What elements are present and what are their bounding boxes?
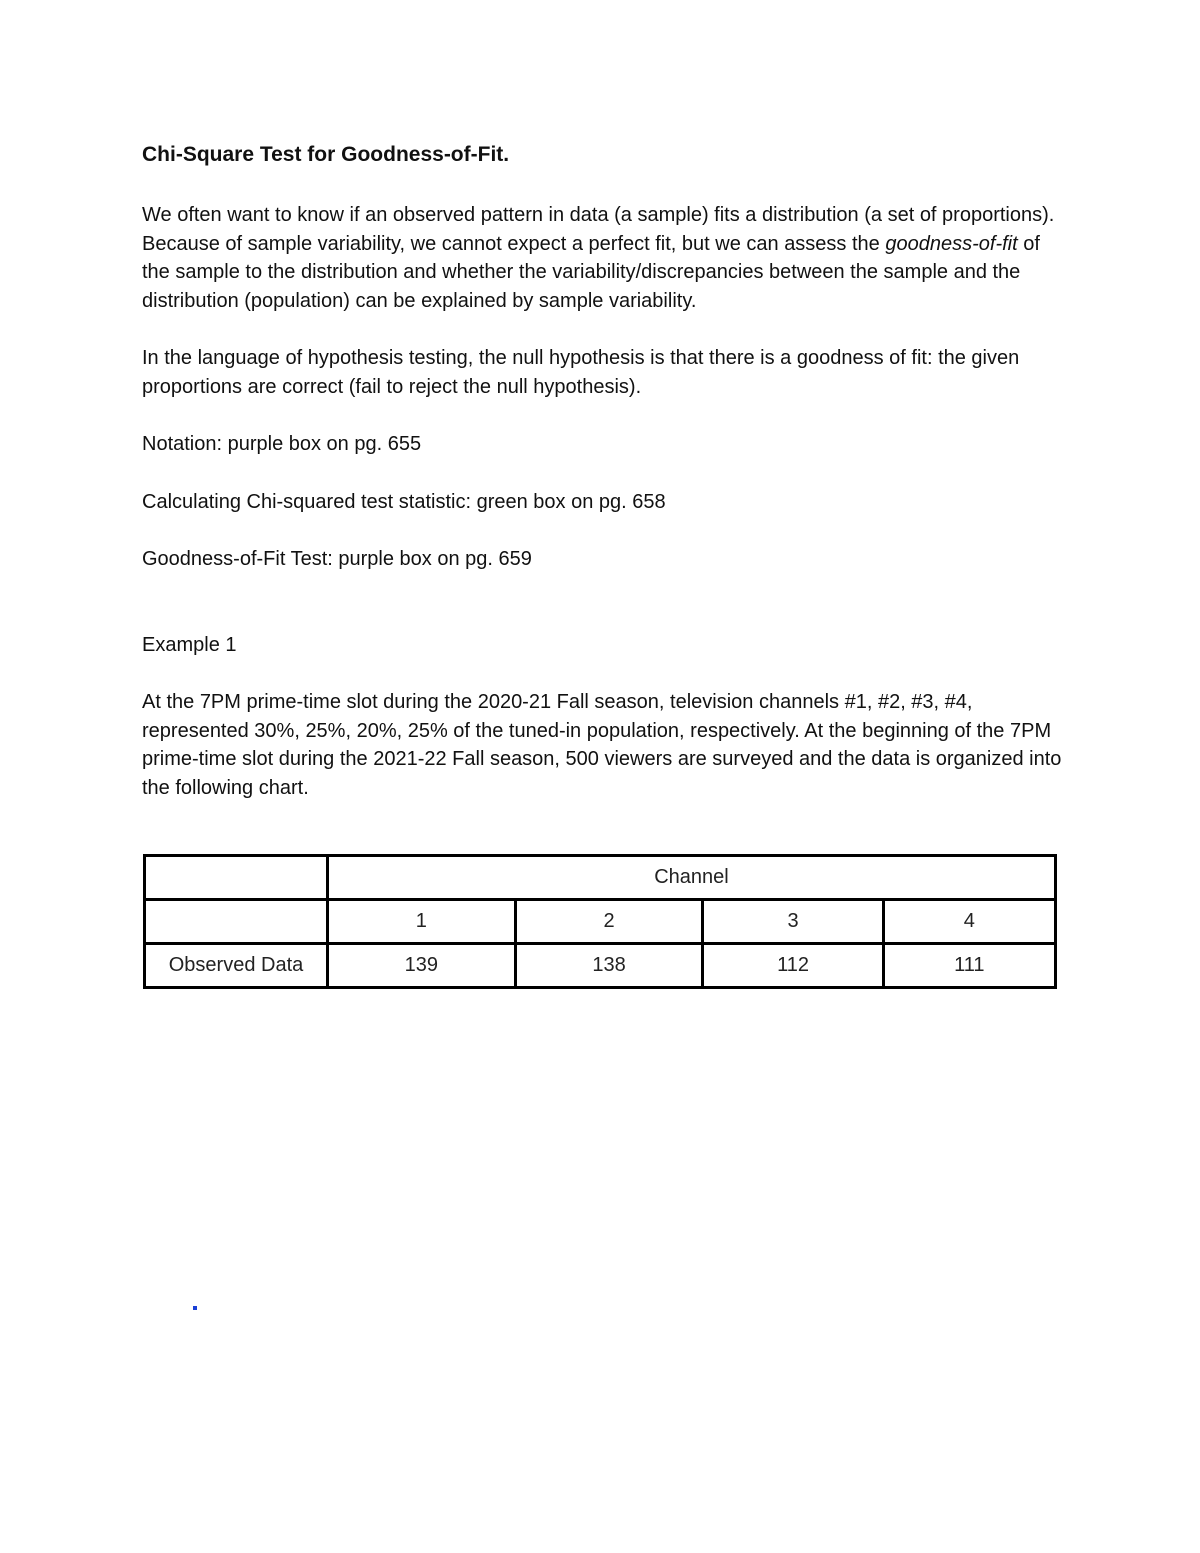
document-body — [142, 140, 1062, 802]
table-corner-cell — [145, 900, 328, 944]
notation-line: Notation: purple box on pg. 655 — [142, 433, 422, 455]
table-corner-cell — [145, 856, 328, 900]
intro-text-start: We often want to know if an observed pattern in data (a sample) fits a distribution (a set of proportions). Because of sample variability, we cannot expect a perfect fit, but we can assess the — [142, 204, 1055, 255]
row-label-cell: Observed Data — [145, 944, 328, 988]
channel-number-cell: 2 — [515, 900, 703, 944]
observed-value-cell: 139 — [328, 944, 516, 988]
channel-number-cell: 4 — [883, 900, 1055, 944]
channel-number-cell: 3 — [703, 900, 883, 944]
observed-value-cell: 112 — [703, 944, 883, 988]
channel-number-cell: 1 — [328, 900, 516, 944]
gof-test-line: Goodness-of-Fit Test: purple box on pg. 659 — [142, 548, 532, 570]
observed-value-cell: 138 — [515, 944, 703, 988]
channel-header: Channel — [328, 856, 1056, 900]
table-row — [145, 944, 1056, 988]
example-heading: Example 1 — [142, 633, 237, 656]
table-row — [145, 856, 1056, 900]
table-row — [145, 900, 1056, 944]
document-title: Chi-Square Test for Goodness-of-Fit. — [142, 143, 510, 166]
hypothesis-paragraph: In the language of hypothesis testing, the null hypothesis is that there is a goodness of fit: the given proportions are correct (fail to reject the null hypothesis). — [142, 347, 1020, 398]
intro-paragraph — [142, 201, 1062, 315]
observed-data-table — [143, 854, 1057, 989]
example-paragraph: At the 7PM prime-time slot during the 2020-21 Fall season, television channels #1, #2, #3, #4, represented 30%, 25%, 20%, 25% of the tuned-in population, respectively. At the beginning of the 7PM prime-time slot during the 2021-22 Fall season, 500 viewers are surveyed and the data is organized into the following chart. — [142, 691, 1062, 799]
calculating-line: Calculating Chi-squared test statistic: green box on pg. 658 — [142, 490, 666, 513]
intro-emphasis: goodness-of-fit — [885, 232, 1018, 255]
observed-value-cell: 111 — [883, 944, 1055, 988]
intro-text-end: of the sample to the distribution and whether the variability/discrepancies between the sample and the distribution (population) can be explained by sample variability. — [142, 232, 1040, 312]
marker-dot — [193, 1306, 197, 1310]
